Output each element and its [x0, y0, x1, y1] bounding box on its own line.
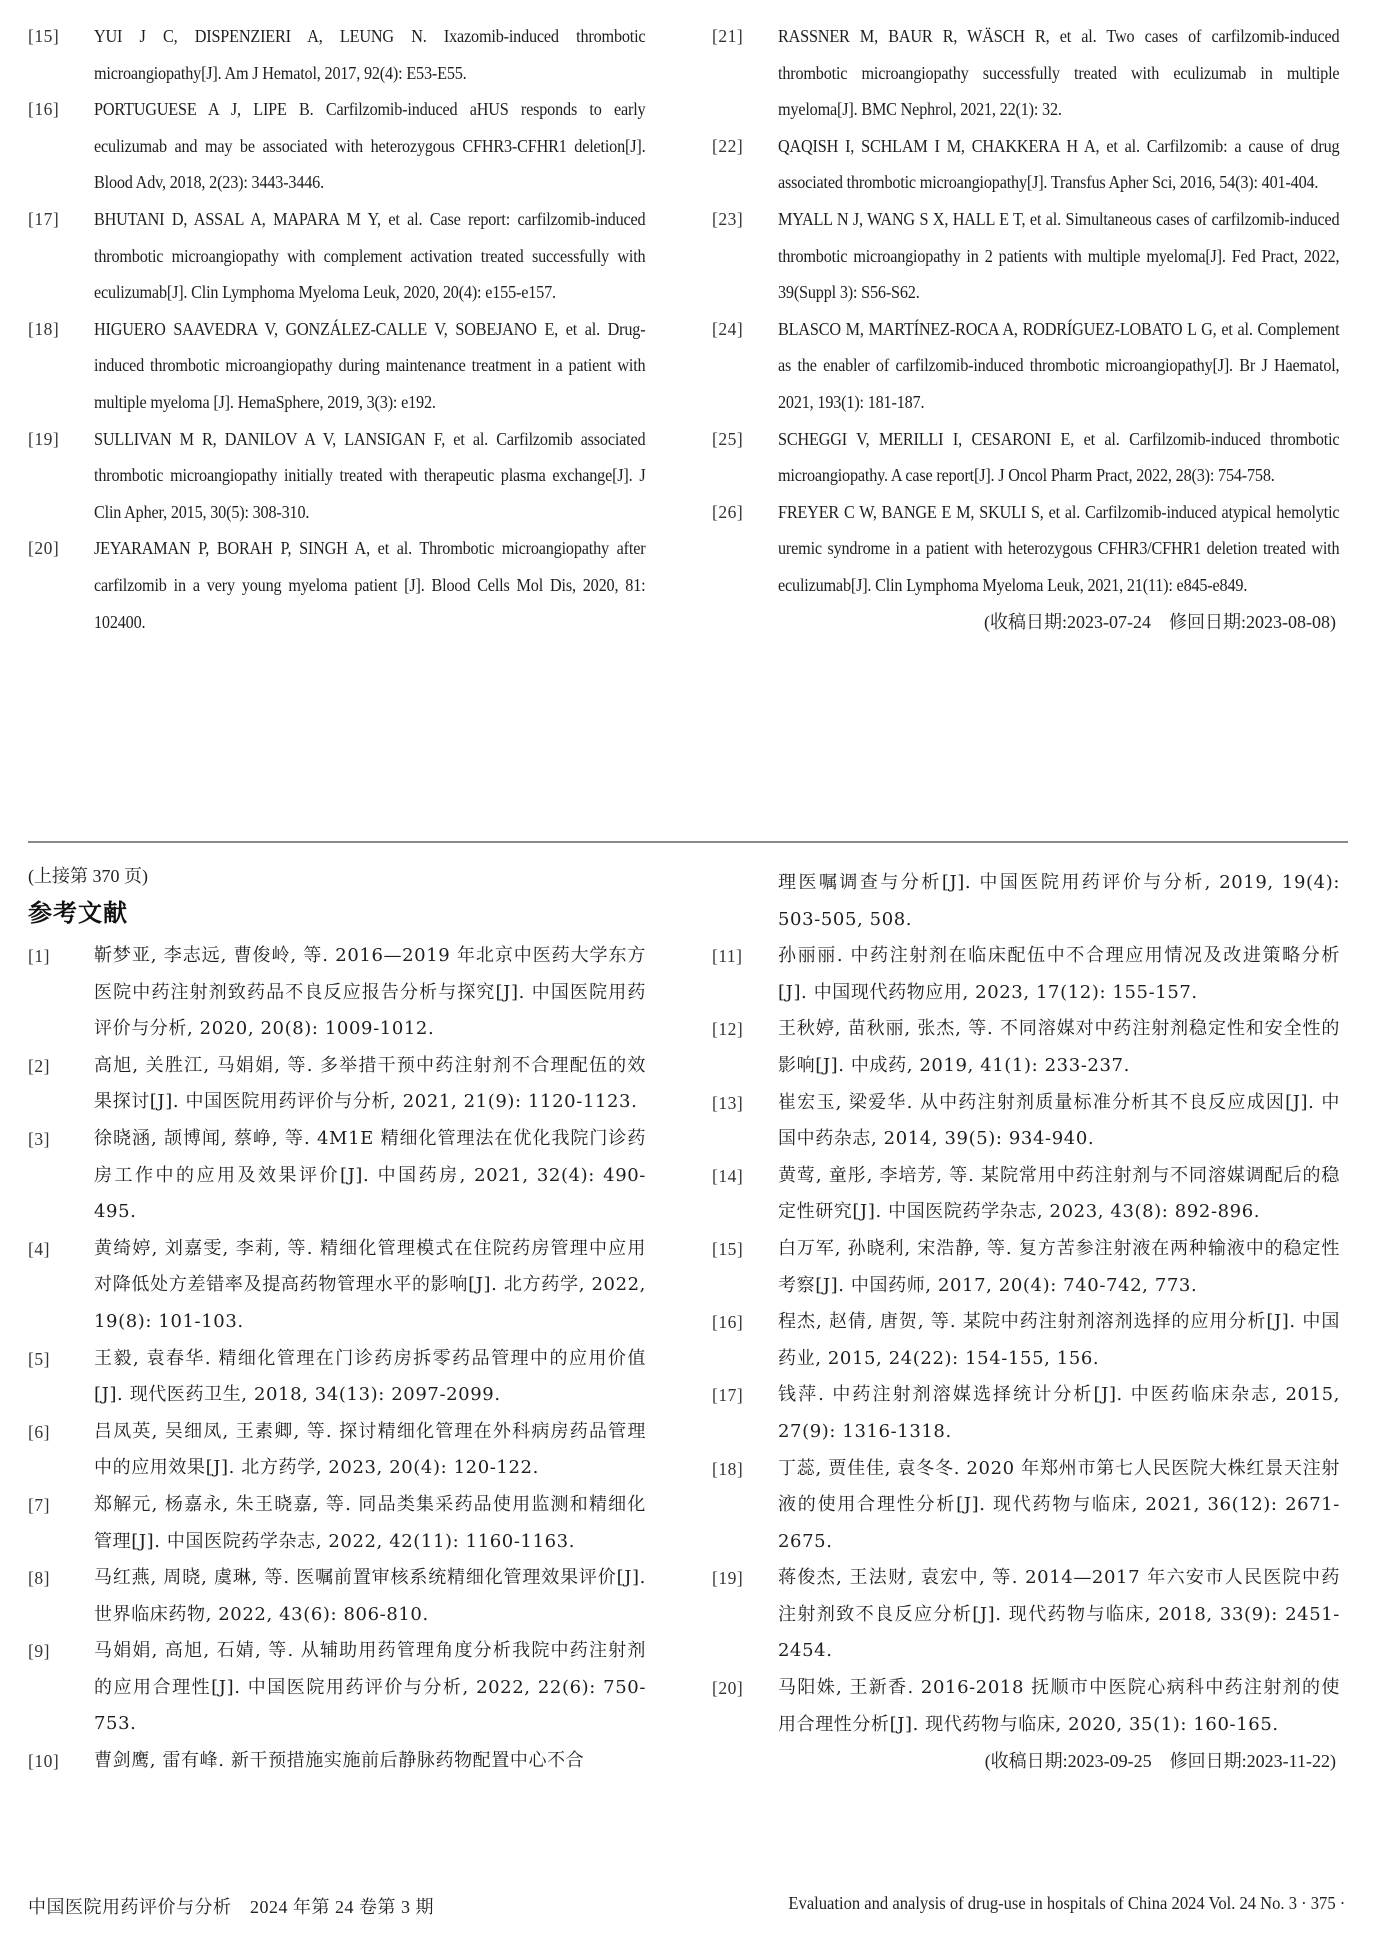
bottom-right-reference-list	[712, 865, 1340, 1779]
reference-number: [10]	[28, 1751, 60, 1772]
reference-item	[712, 311, 1340, 421]
reference-item	[28, 201, 646, 311]
reference-number: [12]	[712, 1019, 744, 1040]
reference-text: MYALL N J, WANG S X, HALL E T, et al. Simultaneous cases of carfilzomib-induced thrombotic microangiopathy in 2 patients with multiple myeloma[J]. Fed Pract, 2022, 39(Suppl 3): S56-S62.	[778, 208, 1340, 303]
reference-number: [17]	[28, 208, 60, 229]
reference-text: PORTUGUESE A J, LIPE B. Carfilzomib-induced aHUS responds to early eculizumab and may be associated with heterozygous CFHR3-CFHR1 deletion[J]. Blood Adv, 2018, 2(23): 3443-3446.	[94, 99, 646, 193]
reference-number: [11]	[712, 946, 743, 967]
reference-number: [16]	[28, 99, 60, 120]
reference-text: 靳梦亚, 李志远, 曹俊岭, 等. 2016—2019 年北京中医药大学东方医院中药注射剂致药品不良反应报告分析与探究[J]. 中国医院用药评价与分析, 2020, 20(8): 1009-1012.	[94, 945, 646, 1040]
reference-text: YUI J C, DISPENZIERI A, LEUNG N. Ixazomib-induced thrombotic microangiopathy[J]. Am J Hematol, 2017, 92(4): E53-E55.	[94, 26, 646, 83]
reference-text: RASSNER M, BAUR R, WÄSCH R, et al. Two cases of carfilzomib-induced thrombotic microangiopathy successfully treated with eculizumab in multiple myeloma[J]. BMC Nephrol, 2021, 22(1): 32.	[778, 26, 1340, 120]
reference-number: [4]	[28, 1238, 50, 1259]
reference-item	[28, 1414, 646, 1487]
reference-text: SULLIVAN M R, DANILOV A V, LANSIGAN F, et al. Carfilzomib associated thrombotic microangiopathy initially treated with therapeutic plasma exchange[J]. J Clin Apher, 2015, 30(5): 308-310.	[94, 428, 646, 522]
received-revised-dates: (收稿日期:2023-09-25 修回日期:2023-11-22)	[984, 1751, 1336, 1772]
section-divider	[28, 841, 1348, 843]
reference-number: [8]	[28, 1568, 50, 1589]
reference-continuation	[712, 865, 1340, 938]
reference-number: [18]	[712, 1458, 744, 1479]
reference-number: [23]	[712, 208, 744, 229]
reference-item	[28, 938, 646, 1048]
reference-text: SCHEGGI V, MERILLI I, CESARONI E, et al. Carfilzomib-induced thrombotic microangiopathy. A case report[J]. J Oncol Pharm Pract, 2022, 28(3): 754-758.	[778, 428, 1340, 486]
reference-text: QAQISH I, SCHLAM I M, CHAKKERA H A, et al. Carfilzomib: a cause of drug associated thrombotic microangiopathy[J]. Transfus Apher Sci, 2016, 54(3): 401-404.	[778, 135, 1340, 193]
reference-item	[712, 1085, 1340, 1158]
reference-item	[712, 1011, 1340, 1084]
top-right-reference-list	[712, 18, 1340, 640]
continued-from-note: (上接第 370 页)	[28, 866, 148, 886]
reference-item	[28, 18, 646, 91]
reference-text: 黄绮婷, 刘嘉雯, 李莉, 等. 精细化管理模式在住院药房管理中应用对降低处方差错率及提高药物管理水平的影响[J]. 北方药学, 2022, 19(8): 101-103.	[94, 1237, 646, 1332]
reference-number: [14]	[712, 1165, 744, 1186]
reference-number: [16]	[712, 1312, 744, 1333]
reference-item	[712, 128, 1340, 201]
reference-item	[712, 421, 1340, 494]
reference-text: 崔宏玉, 梁爱华. 从中药注射剂质量标准分析其不良反应成因[J]. 中国中药杂志, 2014, 39(5): 934-940.	[778, 1091, 1340, 1150]
reference-text: 理医嘱调查与分析[J]. 中国医院用药评价与分析, 2019, 19(4): 503-505, 508.	[778, 872, 1340, 930]
reference-text: JEYARAMAN P, BORAH P, SINGH A, et al. Thrombotic microangiopathy after carfilzomib in a very young myeloma patient [J]. Blood Cells Mol Dis, 2020, 81: 102400.	[94, 538, 646, 632]
reference-text: 曹剑鹰, 雷有峰. 新干预措施实施前后静脉药物配置中心不合	[94, 1750, 585, 1772]
reference-number: [24]	[712, 318, 744, 339]
received-revised-dates: (收稿日期:2023-07-24 修回日期:2023-08-08)	[984, 611, 1336, 632]
reference-text: 王秋婷, 苗秋丽, 张杰, 等. 不同溶媒对中药注射剂稳定性和安全性的影响[J]. 中成药, 2019, 41(1): 233-237.	[778, 1018, 1340, 1076]
reference-number: [22]	[712, 135, 744, 156]
reference-number: [17]	[712, 1385, 744, 1406]
reference-number: [7]	[28, 1494, 50, 1515]
reference-number: [19]	[712, 1568, 744, 1589]
reference-item	[712, 1670, 1340, 1743]
reference-item	[712, 1451, 1340, 1561]
reference-number: [9]	[28, 1641, 50, 1662]
reference-number: [21]	[712, 26, 744, 46]
reference-number: [25]	[712, 428, 744, 449]
reference-number: [3]	[28, 1128, 50, 1149]
reference-item	[712, 1377, 1340, 1450]
reference-text: BLASCO M, MARTÍNEZ-ROCA A, RODRÍGUEZ-LOBATO L G, et al. Complement as the enabler of carfilzomib-induced thrombotic microangiopathy[J]. Br J Haematol, 2021, 193(1): 181-187.	[778, 318, 1340, 412]
reference-item	[28, 530, 646, 640]
reference-number: [15]	[712, 1238, 744, 1259]
reference-text: FREYER C W, BANGE E M, SKULI S, et al. Carfilzomib-induced atypical hemolytic uremic syndrome in a patient with heterozygous CFHR3/CFHR1 deletion treated with eculizumab[J]. Clin Lymphoma Myeloma Leuk, 2021, 21(11): e845-e849.	[778, 501, 1340, 595]
reference-number: [18]	[28, 318, 60, 339]
reference-number: [26]	[712, 501, 744, 522]
reference-item	[28, 1487, 646, 1560]
reference-text: 吕凤英, 吴细凤, 王素卿, 等. 探讨精细化管理在外科病房药品管理中的应用效果[J]. 北方药学, 2023, 20(4): 120-122.	[94, 1420, 646, 1479]
reference-item	[712, 1304, 1340, 1377]
reference-text: 王毅, 袁春华. 精细化管理在门诊药房拆零药品管理中的应用价值[J]. 现代医药卫生, 2018, 34(13): 2097-2099.	[94, 1347, 646, 1406]
reference-number: [1]	[28, 946, 50, 966]
reference-text: 白万军, 孙晓利, 宋浩静, 等. 复方苦参注射液在两种输液中的稳定性考察[J]. 中国药师, 2017, 20(4): 740-742, 773.	[778, 1237, 1340, 1296]
reference-text: BHUTANI D, ASSAL A, MAPARA M Y, et al. Case report: carfilzomib-induced thrombotic microangiopathy with complement activation treated successfully with eculizumab[J]. Clin Lymphoma Myeloma Leuk, 2020, 20(4): e155-e157.	[94, 208, 646, 303]
reference-text: 郑解元, 杨嘉永, 朱王晓嘉, 等. 同品类集采药品使用监测和精细化管理[J]. 中国医院药学杂志, 2022, 42(11): 1160-1163.	[94, 1493, 646, 1552]
reference-text: 马娟娟, 高旭, 石婧, 等. 从辅助用药管理角度分析我院中药注射剂的应用合理性[J]. 中国医院用药评价与分析, 2022, 22(6): 750-753.	[94, 1640, 646, 1735]
reference-text: 孙丽丽. 中药注射剂在临床配伍中不合理应用情况及改进策略分析[J]. 中国现代药物应用, 2023, 17(12): 155-157.	[778, 945, 1340, 1003]
reference-number: [13]	[712, 1092, 744, 1113]
reference-number: [19]	[28, 428, 60, 449]
reference-item	[28, 1121, 646, 1231]
journal-footer-english-page-number: Evaluation and analysis of drug-use in hospitals of China 2024 Vol. 24 No. 3 · 375 ·	[788, 1893, 1345, 1913]
reference-text: 黄莺, 童彤, 李培芳, 等. 某院常用中药注射剂与不同溶媒调配后的稳定性研究[J]. 中国医院药学杂志, 2023, 43(8): 892-896.	[778, 1164, 1340, 1223]
reference-number: [15]	[28, 26, 60, 46]
reference-item	[28, 1231, 646, 1341]
reference-text: HIGUERO SAAVEDRA V, GONZÁLEZ-CALLE V, SOBEJANO E, et al. Drug-induced thrombotic microangiopathy during maintenance treatment in a patient with multiple myeloma [J]. HemaSphere, 2019, 3(3): e192.	[94, 318, 646, 412]
reference-number: [6]	[28, 1421, 50, 1442]
reference-item	[712, 18, 1340, 128]
reference-item	[712, 494, 1340, 604]
reference-item	[28, 1048, 646, 1121]
reference-item	[712, 938, 1340, 1011]
reference-text: 程杰, 赵倩, 唐贺, 等. 某院中药注射剂溶剂选择的应用分析[J]. 中国药业, 2015, 24(22): 154-155, 156.	[778, 1311, 1340, 1369]
reference-item	[712, 1158, 1340, 1231]
reference-item	[712, 1560, 1340, 1670]
reference-number: [20]	[712, 1678, 744, 1699]
reference-item	[28, 91, 646, 201]
reference-text: 徐晓涵, 颉博闻, 蔡峥, 等. 4M1E 精细化管理法在优化我院门诊药房工作中的应用及效果评价[J]. 中国药房, 2021, 32(4): 490-495.	[94, 1127, 646, 1223]
reference-text: 蒋俊杰, 王法财, 袁宏中, 等. 2014—2017 年六安市人民医院中药注射剂致不良反应分析[J]. 现代药物与临床, 2018, 33(9): 2451-2454.	[778, 1567, 1340, 1662]
reference-item	[28, 1560, 646, 1633]
reference-text: 丁蕊, 贾佳佳, 袁冬冬. 2020 年郑州市第七人民医院大株红景天注射液的使用合理性分析[J]. 现代药物与临床, 2021, 36(12): 2671-2675.	[778, 1457, 1340, 1552]
reference-number: [5]	[28, 1348, 50, 1369]
reference-text: 钱萍. 中药注射剂溶媒选择统计分析[J]. 中医药临床杂志, 2015, 27(9): 1316-1318.	[778, 1384, 1340, 1442]
reference-number: [20]	[28, 538, 60, 559]
reference-item	[28, 421, 646, 531]
references-heading: 参考文献	[28, 899, 128, 927]
reference-text: 马红燕, 周晓, 虞琳, 等. 医嘱前置审核系统精细化管理效果评价[J]. 世界临床药物, 2022, 43(6): 806-810.	[94, 1567, 646, 1625]
reference-item	[28, 1633, 646, 1743]
journal-footer-chinese: 中国医院用药评价与分析 2024 年第 24 卷第 3 期	[28, 1897, 434, 1917]
reference-item	[28, 1743, 646, 1780]
reference-item	[28, 311, 646, 421]
top-left-reference-list	[28, 18, 646, 640]
reference-text: 马阳姝, 王新香. 2016-2018 抚顺市中医院心病科中药注射剂的使用合理性分析[J]. 现代药物与临床, 2020, 35(1): 160-165.	[778, 1677, 1340, 1735]
reference-text: 高旭, 关胜江, 马娟娟, 等. 多举措干预中药注射剂不合理配伍的效果探讨[J]. 中国医院用药评价与分析, 2021, 21(9): 1120-1123.	[94, 1054, 646, 1113]
bottom-left-reference-list	[28, 938, 646, 1780]
reference-number: [2]	[28, 1055, 50, 1076]
reference-item	[712, 201, 1340, 311]
reference-item	[28, 1341, 646, 1414]
reference-item	[712, 1231, 1340, 1304]
